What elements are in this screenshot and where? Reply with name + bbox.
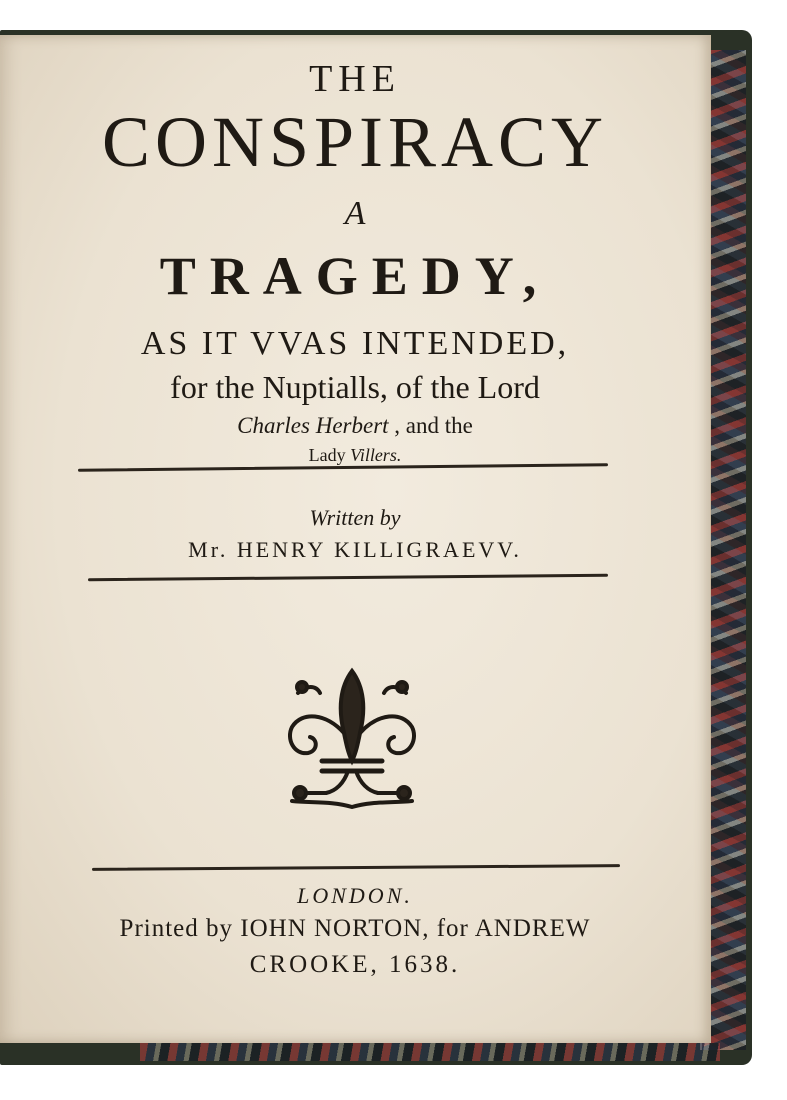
imprint-publisher-date: CROOKE, 1638.	[249, 951, 461, 978]
divider-rule	[88, 574, 608, 582]
marbled-bottom-edge	[140, 1043, 720, 1061]
subtitle-nuptialls: for the Nuptialls, of the Lord	[170, 369, 540, 405]
subtitle-intended: AS IT VVAS INTENDED,	[140, 325, 570, 362]
charles-herbert-name: Charles Herbert	[237, 413, 389, 438]
author-name: Mr. HENRY KILLIGRAEVV.	[188, 537, 522, 562]
imprint-place: LONDON.	[297, 883, 413, 908]
and-the-text: , and the	[388, 413, 473, 438]
villers-name: Villers.	[350, 445, 402, 465]
lady-text: Lady	[308, 445, 351, 465]
title-the: THE	[309, 58, 401, 100]
fleur-de-lis-ornament-icon	[282, 663, 422, 809]
imprint-printer: Printed by IOHN NORTON, for ANDREW	[119, 915, 591, 942]
written-by: Written by	[309, 505, 401, 530]
title-page	[0, 35, 711, 1043]
subtitle-charles-herbert	[0, 413, 710, 439]
title-tragedy: TRAGEDY,	[159, 246, 551, 306]
title-a: A	[344, 195, 366, 232]
divider-rule	[92, 864, 620, 871]
title-conspiracy: CONSPIRACY	[101, 102, 609, 182]
